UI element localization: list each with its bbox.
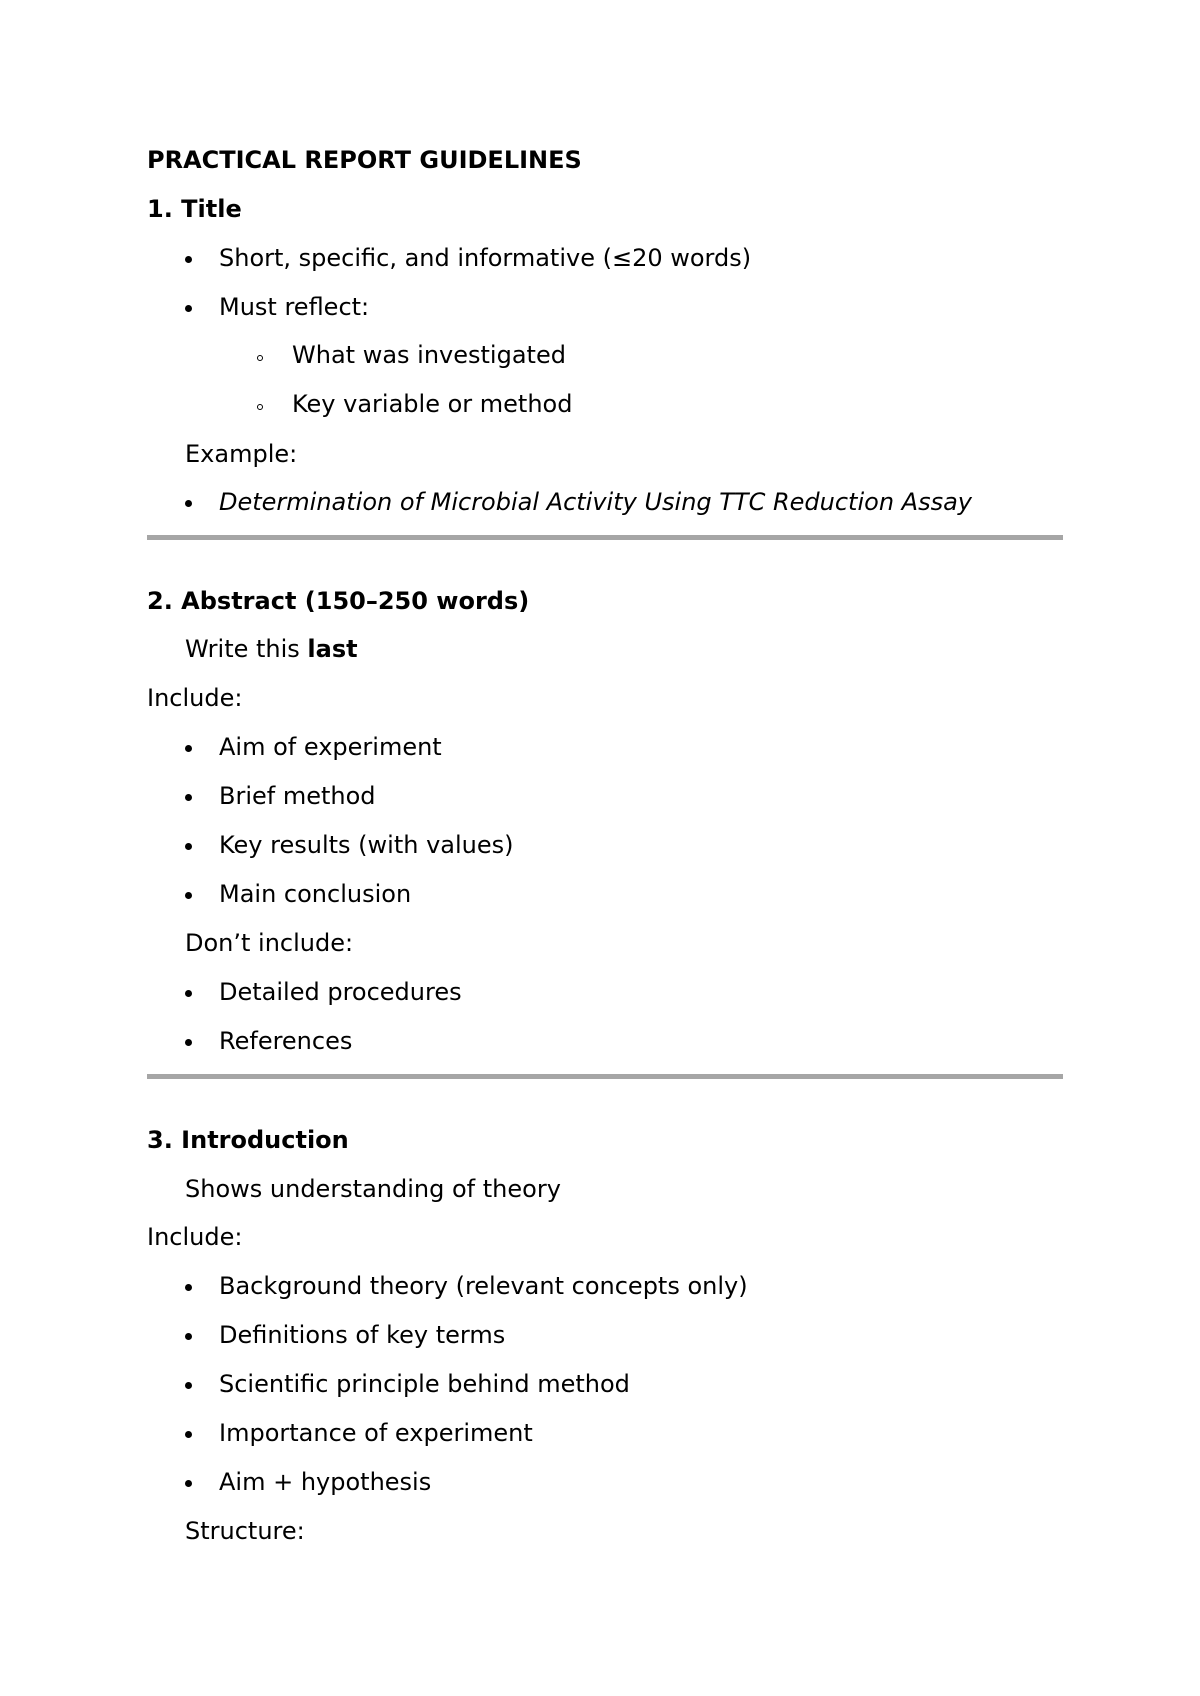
- list-item: Definitions of key terms: [219, 1321, 506, 1349]
- sub-list-item: What was investigated: [292, 341, 566, 369]
- bullet-icon: [185, 1039, 192, 1046]
- list-item: Key results (with values): [219, 831, 514, 859]
- bullet-icon: [185, 1480, 192, 1487]
- bullet-icon: [185, 892, 192, 899]
- bullet-icon: [185, 256, 192, 263]
- list-item: Detailed procedures: [219, 978, 462, 1006]
- example-item: Determination of Microbial Activity Using TTC Reduction Assay: [219, 488, 972, 516]
- bullet-icon: [185, 843, 192, 850]
- sub-bullet-icon: [257, 355, 263, 361]
- section-2-note-emphasis: last: [307, 635, 358, 663]
- section-2-note: [185, 634, 358, 664]
- list-item: Background theory (relevant concepts only): [219, 1272, 748, 1300]
- section-3-heading: 3. Introduction: [147, 1126, 349, 1154]
- section-1-heading: 1. Title: [147, 195, 242, 223]
- section-2-heading: 2. Abstract (150–250 words): [147, 587, 530, 615]
- section-3-note: Shows understanding of theory: [185, 1175, 561, 1203]
- structure-label: Structure:: [185, 1517, 305, 1545]
- bullet-icon: [185, 1284, 192, 1291]
- section-divider: [147, 535, 1063, 540]
- bullet-icon: [185, 1431, 192, 1438]
- bullet-icon: [185, 1333, 192, 1340]
- list-item: Short, specific, and informative (≤20 words): [219, 244, 752, 272]
- section-2-note-text: Write this: [185, 635, 308, 663]
- include-label: Include:: [147, 684, 243, 712]
- bullet-icon: [185, 990, 192, 997]
- bullet-icon: [185, 745, 192, 752]
- list-item: Aim + hypothesis: [219, 1468, 432, 1496]
- bullet-icon: [185, 305, 192, 312]
- bullet-icon: [185, 1382, 192, 1389]
- list-item: Scientific principle behind method: [219, 1370, 630, 1398]
- bullet-icon: [185, 794, 192, 801]
- list-item: Aim of experiment: [219, 733, 442, 761]
- exclude-label: Don’t include:: [185, 929, 354, 957]
- bullet-icon: [185, 500, 192, 507]
- list-item: Brief method: [219, 782, 376, 810]
- list-item: References: [219, 1027, 353, 1055]
- section-divider: [147, 1074, 1063, 1079]
- list-item: Importance of experiment: [219, 1419, 533, 1447]
- sub-list-item: Key variable or method: [292, 390, 573, 418]
- example-label: Example:: [185, 440, 298, 468]
- include-label: Include:: [147, 1223, 243, 1251]
- document-title: PRACTICAL REPORT GUIDELINES: [147, 146, 582, 174]
- list-item: Main conclusion: [219, 880, 412, 908]
- sub-bullet-icon: [257, 404, 263, 410]
- list-item: Must reflect:: [219, 293, 370, 321]
